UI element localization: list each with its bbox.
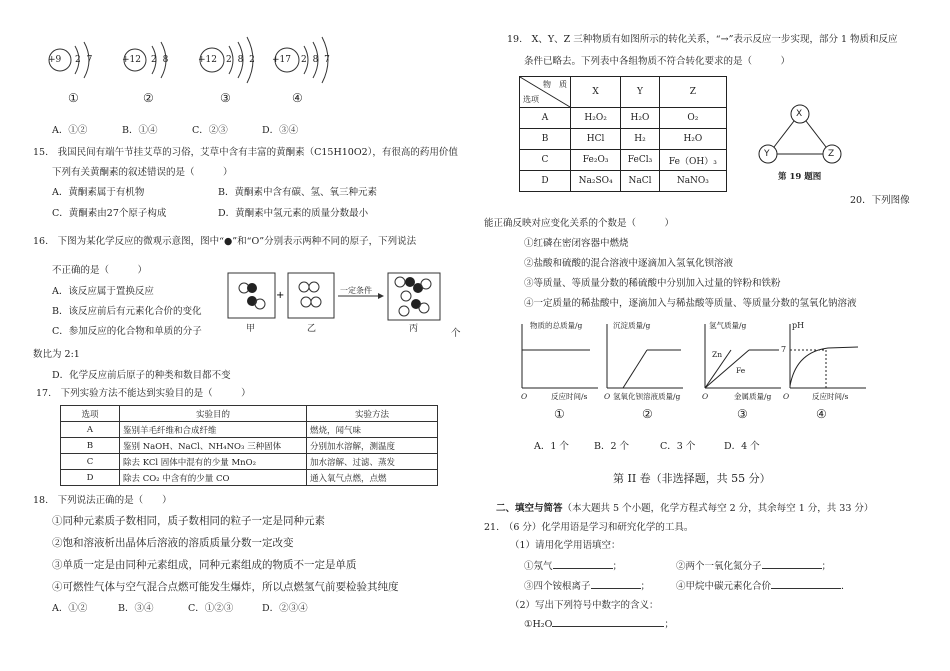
q21-item-4: ④甲烷中碳元素化合价 ． [676, 581, 851, 592]
table-row [520, 171, 727, 192]
table-row [520, 150, 727, 171]
q20-graph-2-origin: O [604, 392, 611, 401]
atom-number-4: ④ [292, 91, 303, 105]
svg-text:+: + [276, 290, 285, 301]
q17-cell: B [61, 438, 120, 454]
q20-graph-1-ylabel: 物质的总质量/g [530, 321, 583, 330]
q20-graph-2-ylabel: 沉淀质量/g [613, 321, 651, 330]
atom-number-3: ③ [220, 91, 231, 105]
q20-graph-3-fe: Fe [736, 366, 746, 375]
atom-number-2: ② [143, 91, 154, 105]
q19-cell: NaCl [621, 171, 660, 192]
q14-option-b: B．①④ [122, 125, 158, 136]
q18-statement-3: ③单质一定是由同种元素组成，同种元素组成的物质不一定是单质 [52, 559, 357, 571]
atom-number-1: ① [68, 91, 79, 105]
q17-cell: 分别加水溶解，测温度 [307, 438, 438, 454]
q19-col-y: Y [621, 77, 660, 108]
table-row [520, 108, 727, 129]
q16-label-jia: 甲 [246, 324, 256, 334]
atom-nucleus-4: +17 [272, 55, 291, 65]
q19-cell: B [520, 129, 571, 150]
q20-option-d: D．4 个 [724, 441, 760, 452]
part2-title: 第 II 卷（非选择题，共 55 分） [613, 472, 771, 485]
q20-option-c: C．3 个 [660, 441, 696, 452]
q20-statement-1: ①红磷在密闭容器中燃烧 [524, 238, 629, 249]
q20-graph-2 [605, 322, 685, 392]
table-row [520, 129, 727, 150]
q17-cell: 鉴别 NaOH、NaCl、NH₄NO₃ 三种固体 [120, 438, 307, 454]
q14-option-c: C．②③ [192, 125, 228, 136]
q21-item-2: ②两个一氧化氮分子 ； [676, 561, 832, 572]
q17-header-option: 选项 [61, 406, 120, 422]
q17-cell: 加水溶解、过滤、蒸发 [307, 454, 438, 470]
q19-cell: H₂O₂ [571, 108, 621, 129]
q20-graph-1 [520, 322, 600, 392]
q20-statement-4: ④一定质量的稀盐酸中，逐滴加入与稀盐酸等质量、等质量分数的氢氧化钠溶液 [524, 298, 857, 309]
q21-item-5-label: ①H₂O [524, 619, 553, 630]
q20-graph-4-number: ④ [816, 407, 827, 421]
q15-stem-line2: 下列有关黄酮素的叙述错误的是（ ） [52, 167, 233, 178]
q19-header-top: 物 质 [543, 80, 567, 89]
q19-table [519, 76, 727, 192]
q19-cell: C [520, 150, 571, 171]
q19-node-z: Z [828, 149, 835, 159]
q15-option-d: D．黄酮素中氢元素的质量分数最小 [218, 208, 369, 219]
q21-blank-1[interactable] [553, 568, 613, 569]
q19-cell: H₂O [621, 108, 660, 129]
q20-graph-4-xlabel: 反应时间/s [812, 392, 849, 401]
q20-statement-2: ②盐酸和硫酸的混合溶液中逐滴加入氢氧化钡溶液 [524, 258, 734, 269]
section2-heading-rest: （本大题共 5 个小题，化学方程式每空 2 分，其余每空 1 分，共 33 分） [562, 503, 874, 514]
q16-reaction-diagram [228, 268, 450, 328]
q21-item-1-label: ①氖气 [524, 561, 553, 572]
q19-node-x: X [796, 109, 803, 119]
section2-heading [496, 503, 873, 515]
q21-stem: 21. （6 分）化学用语是学习和研究化学的工具。 [484, 522, 694, 533]
q20-graph-3-xlabel: 金属质量/g [734, 392, 772, 401]
q20-graph-1-origin: O [521, 392, 528, 401]
q16-label-yi: 乙 [307, 324, 317, 334]
q19-cell: H₂ [621, 129, 660, 150]
q18-option-b: B．③④ [118, 603, 154, 614]
q19-cell: FeCl₃ [621, 150, 660, 171]
section2-heading-bold: 二、填空与简答 [496, 503, 563, 514]
q21-blank-3[interactable] [591, 588, 641, 589]
q17-cell: D [61, 470, 120, 486]
q20-graph-1-number: ① [554, 407, 565, 421]
q19-cell: Fe（OH）₃ [659, 150, 726, 171]
q21-part2: （2）写出下列符号中数字的含义： [510, 600, 659, 611]
q16-arrow-label: 一定条件 [340, 286, 372, 295]
q20-statement-3: ③等质量、等质量分数的稀硫酸中分别加入过量的锌粉和铁粉 [524, 278, 781, 289]
q17-cell: A [61, 422, 120, 438]
q21-item-5: ①H₂O ； [524, 619, 674, 630]
q20-option-b: B．2 个 [594, 441, 630, 452]
q20-graph-4-ylabel: pH [792, 321, 805, 330]
q18-statement-1: ①同种元素质子数相同，质子数相同的粒子一定是同种元素 [52, 515, 325, 527]
q19-cell: O₂ [659, 108, 726, 129]
q20-graph-3-origin: O [702, 392, 709, 401]
q21-item-3-label: ③四个铵根离子 [524, 581, 591, 592]
q20-graph-4-origin: O [783, 392, 790, 401]
q14-option-a: A．①② [52, 125, 88, 136]
atom-nucleus-1: +9 [48, 55, 62, 65]
q19-cell: D [520, 171, 571, 192]
q18-option-c: C．①②③ [188, 603, 234, 614]
q21-blank-5[interactable] [552, 626, 664, 627]
q14-option-d: D．③④ [262, 125, 299, 136]
q19-diagram-caption: 第 19 题图 [778, 172, 822, 182]
q20-head: 20．下列图像 [850, 195, 910, 206]
q20-graph-1-xlabel: 反应时间/s [551, 392, 588, 401]
q19-cell: NaNO₃ [659, 171, 726, 192]
q17-cell: 鉴别羊毛纤维和合成纤维 [120, 422, 307, 438]
q17-stem: 17. 下列实验方法不能达到实验目的是（ ） [36, 388, 251, 399]
q19-stem-line2: 条件已略去。下列表中各组物质不符合转化要求的是（ ） [524, 56, 791, 67]
q18-statement-2: ②饱和溶液析出晶体后溶液的溶质质量分数一定改变 [52, 537, 294, 549]
q21-item-4-label: ④甲烷中碳元素化合价 [676, 581, 772, 592]
table-row [61, 422, 438, 438]
q18-option-d: D．②③④ [262, 603, 308, 614]
table-row [61, 438, 438, 454]
atom-electrons-2: 2 8 [151, 55, 169, 65]
q21-item-3: ③四个铵根离子 ； [524, 581, 651, 592]
q16-option-c-tail: 个 [451, 328, 461, 339]
q16-option-a: A．该反应属于置换反应 [52, 286, 154, 297]
q18-statement-4: ④可燃性气体与空气混合点燃可能发生爆炸，所以点燃氢气前要检验其纯度 [52, 581, 399, 593]
q19-node-y: Y [764, 149, 770, 159]
q16-option-c: C．参加反应的化合物和单质的分子 [52, 326, 202, 337]
q19-stem-line1: 19. X、Y、Z 三种物质有如图所示的转化关系，“→”表示反应一步实现，部分 1 物质和反应 [507, 34, 898, 45]
atom-electrons-4: 2 8 7 [301, 55, 330, 65]
q16-option-c-cont: 数比为 2:1 [33, 349, 80, 360]
q20-stem: 能正确反映对应变化关系的个数是（ ） [484, 218, 675, 229]
q19-cell: Na₂SO₄ [571, 171, 621, 192]
q17-cell: 除去 KCl 固体中混有的少量 MnO₂ [120, 454, 307, 470]
q17-cell: 通入氧气点燃，点燃 [307, 470, 438, 486]
q21-item-2-label: ②两个一氧化氮分子 [676, 561, 762, 572]
q19-col-z: Z [659, 77, 726, 108]
q19-cell: A [520, 108, 571, 129]
q15-stem-line1: 15. 我国民间有端午节挂艾草的习俗，艾草中含有丰富的黄酮素（C15H10O2），有很高的药用价值 [33, 147, 458, 158]
q20-graph-3-zn: Zn [712, 350, 723, 359]
q19-col-x: X [571, 77, 621, 108]
q18-option-a: A．①② [52, 603, 88, 614]
q20-graph-4-seven: 7 [781, 345, 787, 354]
q17-table [60, 405, 438, 486]
q20-graph-2-number: ② [642, 407, 653, 421]
q16-stem-line1: 16. 下图为某化学反应的微观示意图，图中“●”和“O”分别表示两种不同的原子，下列说法 [33, 236, 417, 247]
q15-option-b: B．黄酮素中含有碳、氢、氧三种元素 [218, 187, 377, 198]
q17-cell: 除去 CO₂ 中含有的少量 CO [120, 470, 307, 486]
atom-nucleus-3: +12 [198, 55, 217, 65]
q20-graph-2-xlabel: 氢氧化钡溶液质量/g [613, 392, 681, 401]
q21-blank-4[interactable] [771, 588, 841, 589]
q17-cell: 燃烧，闻气味 [307, 422, 438, 438]
q19-header-bottom: 选项 [523, 95, 539, 104]
q20-graph-4 [788, 322, 868, 392]
q19-header-corner [520, 77, 571, 108]
q19-cell: HCl [571, 129, 621, 150]
q16-label-bing: 丙 [409, 324, 419, 334]
atom-electrons-1: 2 7 [75, 55, 93, 65]
q16-option-b: B．该反应前后有元素化合价的变化 [52, 306, 202, 317]
table-row [61, 470, 438, 486]
q17-cell: C [61, 454, 120, 470]
atom-electrons-3: 2 8 2 [226, 55, 255, 65]
q17-header-method: 实验方法 [307, 406, 438, 422]
q20-graph-3-ylabel: 氢气质量/g [709, 321, 747, 330]
table-row [61, 454, 438, 470]
q16-stem-line2: 不正确的是（ ） [52, 265, 148, 276]
q17-header-purpose: 实验目的 [120, 406, 307, 422]
q19-cell: H₂O [659, 129, 726, 150]
q20-option-a: A．1 个 [534, 441, 569, 452]
q21-part1: （1）请用化学用语填空： [510, 540, 621, 551]
atom-nucleus-2: +12 [122, 55, 141, 65]
q21-item-1: ①氖气 ； [524, 561, 623, 572]
q15-option-a: A．黄酮素属于有机物 [52, 187, 145, 198]
q19-cell: Fe₂O₃ [571, 150, 621, 171]
q18-stem: 18. 下列说法正确的是（ ） [33, 495, 172, 506]
q21-blank-2[interactable] [762, 568, 822, 569]
q20-graph-3-number: ③ [737, 407, 748, 421]
q15-option-c: C．黄酮素由27个原子构成 [52, 208, 167, 219]
q16-option-d: D．化学反应前后原子的种类和数目都不变 [52, 370, 231, 381]
